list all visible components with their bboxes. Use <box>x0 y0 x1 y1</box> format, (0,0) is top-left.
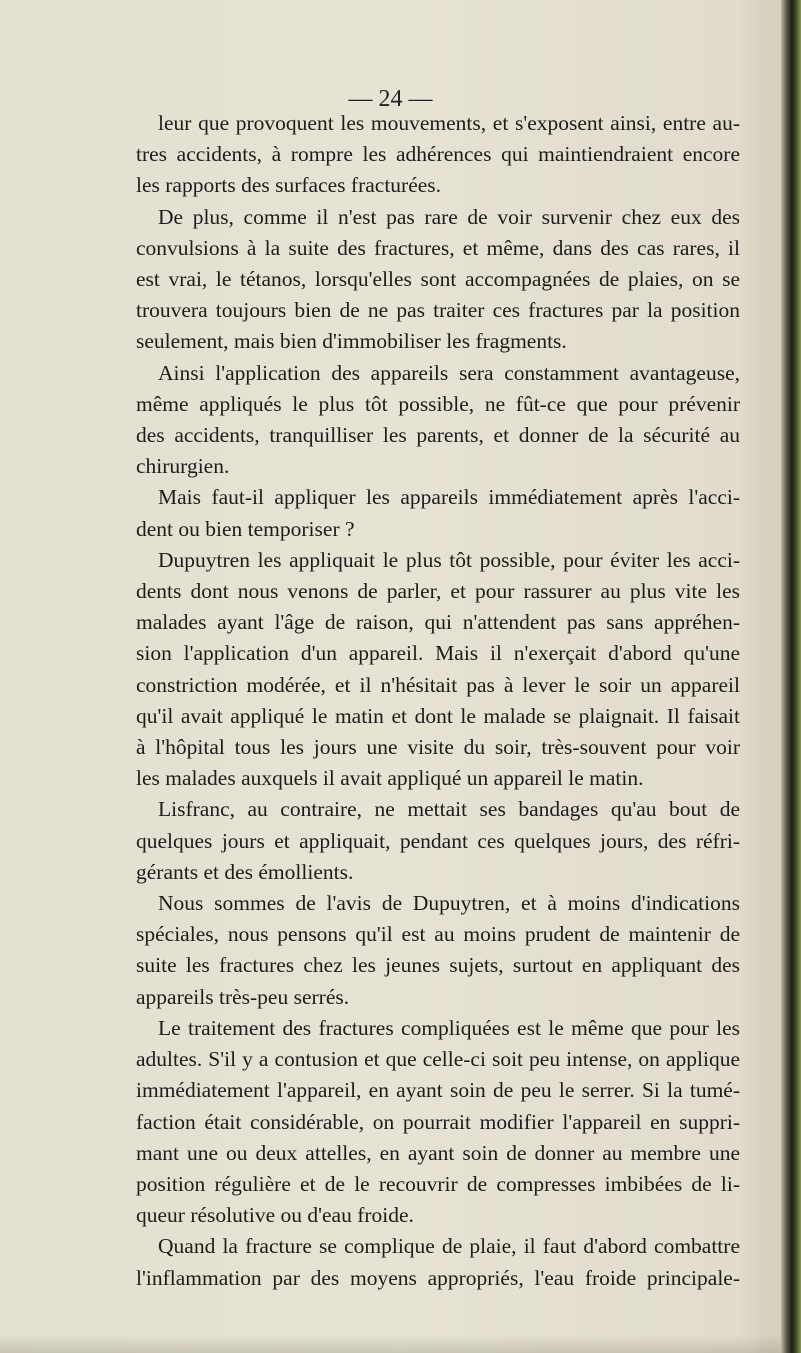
text-line: constriction modérée, et il n'hésitait pas à lever le soir un appareil <box>136 672 740 697</box>
text-line: à l'hôpital tous les jours une visite du soir, très-souvent pour voir <box>136 735 740 760</box>
text-line: des accidents, tranquilliser les parents, et donner de la sécurité au <box>136 423 740 448</box>
page-edge-binding <box>781 0 801 1353</box>
paragraph <box>136 108 740 202</box>
text-line: gérants et des émollients. <box>136 859 354 884</box>
text-line: les malades auxquels il avait appliqué un appareil le matin. <box>136 766 644 791</box>
paragraph <box>136 1231 740 1293</box>
page-number: — 24 — <box>348 86 433 112</box>
paragraph <box>136 794 740 888</box>
text-line: quelques jours et appliquait, pendant ces quelques jours, des réfri- <box>136 828 740 853</box>
text-line: les rapports des surfaces fracturées. <box>136 173 442 198</box>
text-line: position régulière et de le recouvrir de compresses imbibées de li- <box>136 1171 740 1196</box>
text-line: leur que provoquent les mouvements, et s'exposent ainsi, entre au- <box>158 111 740 135</box>
paragraph <box>136 358 740 483</box>
paragraph <box>136 1013 740 1231</box>
text-line: queur résolutive ou d'eau froide. <box>136 1203 414 1228</box>
text-line: Lisfranc, au contraire, ne mettait ses bandages qu'au bout de <box>158 797 740 822</box>
text-line: Nous sommes de l'avis de Dupuytren, et à moins d'indications <box>158 891 740 916</box>
paragraph <box>136 888 740 1013</box>
text-line: seulement, mais bien d'immobiliser les fragments. <box>136 329 567 354</box>
text-line: Quand la fracture se complique de plaie, il faut d'abord combattre <box>158 1234 740 1259</box>
text-line: appareils très-peu serrés. <box>136 984 350 1009</box>
text-line: immédiatement l'appareil, en ayant soin de peu le serrer. Si la tumé- <box>136 1078 740 1103</box>
text-line: Mais faut-il appliquer les appareils immédiatement après l'acci- <box>158 485 740 510</box>
text-line: qu'il avait appliqué le matin et dont le malade se plaignait. Il faisait <box>136 703 740 728</box>
text-line: Le traitement des fractures compliquées est le même que pour les <box>158 1015 740 1040</box>
text-line: malades ayant l'âge de raison, qui n'attendent pas sans appréhen- <box>136 610 740 635</box>
text-line: De plus, comme il n'est pas rare de voir survenir chez eux des <box>158 204 740 229</box>
text-line: convulsions à la suite des fractures, et même, dans des cas rares, il <box>136 235 740 260</box>
text-line: suite les fractures chez les jeunes sujets, surtout en appliquant des <box>136 953 740 978</box>
text-line: chirurgien. <box>136 454 230 479</box>
text-line: l'inflammation par des moyens appropriés, l'eau froide principale- <box>136 1265 740 1290</box>
text-line: dents dont nous venons de parler, et pour rassurer au plus vite les <box>136 579 740 604</box>
text-line: Dupuytren les appliquait le plus tôt possible, pour éviter les acci- <box>158 547 740 572</box>
paragraph <box>136 202 740 358</box>
text-line: mant une ou deux attelles, en ayant soin de donner au membre une <box>136 1140 740 1165</box>
text-line: faction était considérable, on pourrait modifier l'appareil en suppri- <box>136 1109 740 1134</box>
paragraph <box>136 545 740 795</box>
body-text <box>136 108 740 1294</box>
text-line: tres accidents, à rompre les adhérences qui maintiendraient encore <box>136 142 740 167</box>
text-line: est vrai, le tétanos, lorsqu'elles sont accompagnées de plaies, on se <box>136 267 740 292</box>
text-line: même appliqués le plus tôt possible, ne fût-ce que pour prévenir <box>136 391 740 416</box>
text-line: sion l'application d'un appareil. Mais il n'exerçait d'abord qu'une <box>136 641 740 666</box>
text-line: adultes. S'il y a contusion et que celle-ci soit peu intense, on applique <box>136 1047 740 1072</box>
text-line: dent ou bien temporiser ? <box>136 516 355 541</box>
paragraph <box>136 482 740 544</box>
text-line: trouvera toujours bien de ne pas traiter ces fractures par la position <box>136 298 740 323</box>
text-line: Ainsi l'application des appareils sera constamment avantageuse, <box>158 360 740 385</box>
page-bottom-shadow <box>0 1335 801 1353</box>
text-line: spéciales, nous pensons qu'il est au moins prudent de maintenir de <box>136 922 740 947</box>
